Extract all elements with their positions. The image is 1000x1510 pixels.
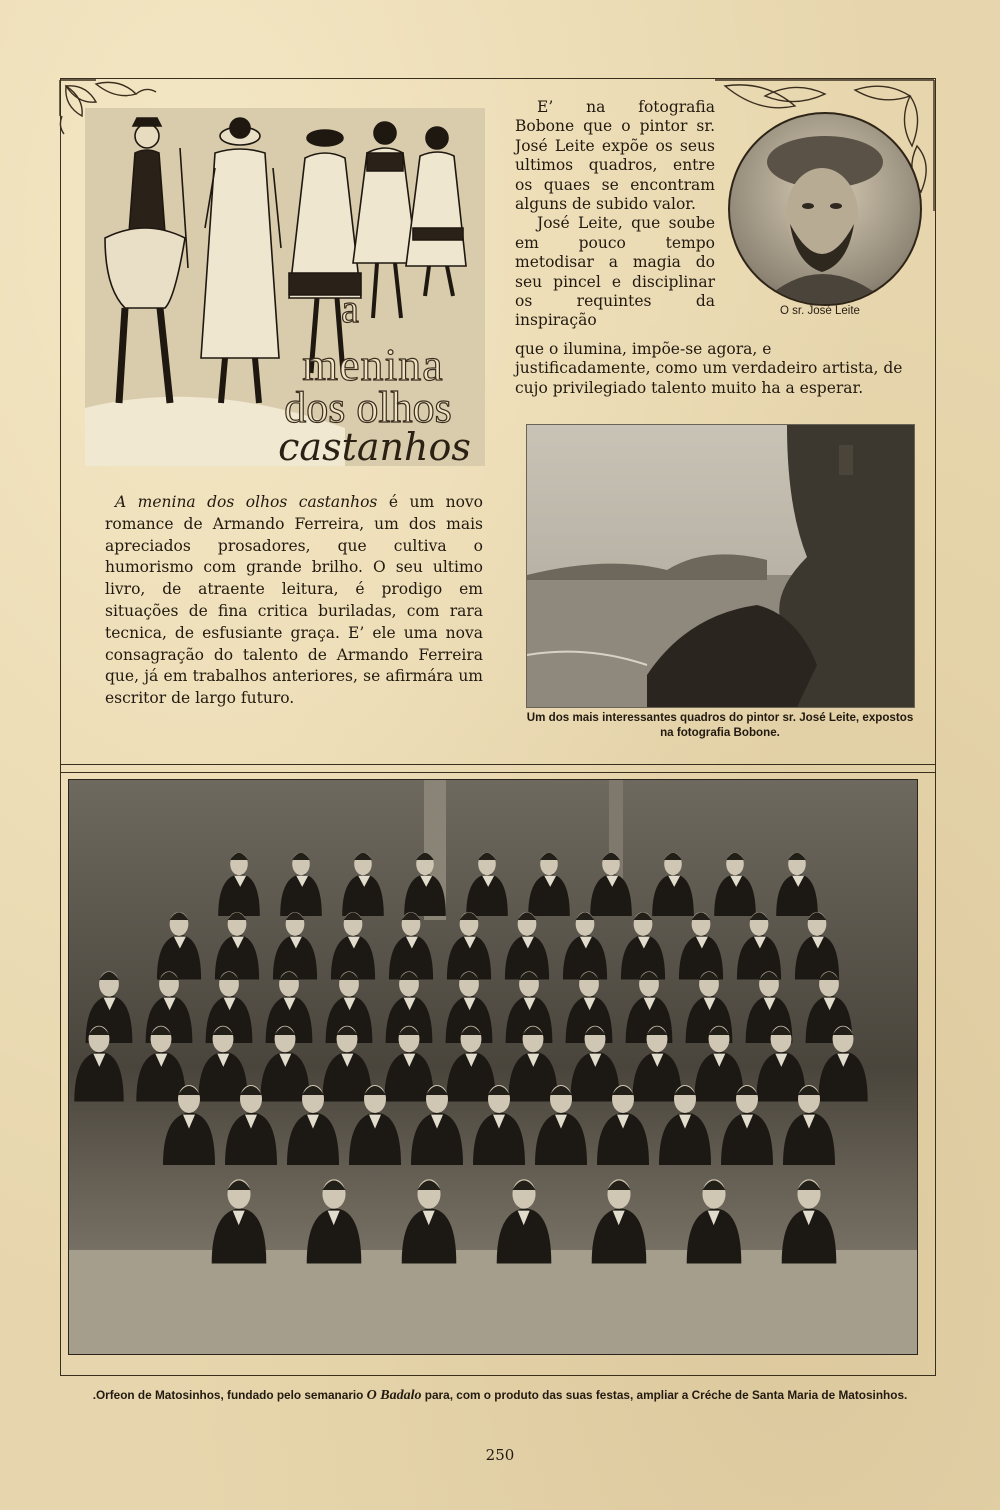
section-divider-top <box>60 764 936 765</box>
group-photo-caption <box>50 1388 950 1403</box>
article-jose-leite-paragraph-2-top: José Leite, que soube em pouco tempo metodisar a magia do seu pincel e disciplinar os requintes da inspiração <box>515 214 715 330</box>
seascape-painting-photo <box>526 424 915 708</box>
portrait-photo-jose-leite <box>728 112 922 306</box>
painting-caption: Um dos mais interessantes quadros do pintor sr. José Leite, expostos na fotografia Bobone. <box>526 711 914 739</box>
article-menina-paragraph <box>105 492 483 710</box>
article-menina-dos-olhos-castanhos <box>105 492 483 710</box>
orfeon-group-photo <box>68 779 918 1355</box>
seascape-scene <box>527 425 914 707</box>
book-title-italic: A menina dos olhos castanhos <box>115 493 378 511</box>
portrait-figure <box>730 114 920 304</box>
group-caption-part-1: .Orfeon de Matosinhos, fundado pelo semanario <box>92 1388 367 1402</box>
cover-title-dos-olhos: dos olhos <box>284 383 452 432</box>
cover-title-castanhos: castanhos <box>278 425 471 469</box>
cover-title-menina: menina <box>302 339 444 390</box>
group-caption-newspaper-title: O Badalo <box>366 1388 422 1403</box>
article-jose-leite-paragraph-1: E’ na fotografia Bobone que o pintor sr. José Leite expõe os seus ultimos quadros, entre os quaes se encontram alguns de subido valor. <box>515 98 715 214</box>
portrait-caption: O sr. José Leite <box>780 305 860 317</box>
page-number: 250 <box>485 1446 515 1464</box>
article-menina-body: é um novo romance de Armando Ferreira, um dos mais apreciados prosadores, que cultiva o humorismo com grande brilho. O seu ultimo livro, de atraente leitura, é prodigo em situações de fina critica buriladas, com rara tecnica, de esfusiante graça. E’ ele uma nova consagração do talento de Armando Ferreira que, já em trabalhos anteriores, se afirmára um escritor de largo futuro. <box>105 493 483 708</box>
group-caption-part-2: para, com o produto das suas festas, ampliar a Créche de Santa Maria de Matosinhos. <box>421 1388 908 1402</box>
article-jose-leite-column <box>515 98 715 331</box>
section-divider-bottom <box>60 772 936 773</box>
cover-title-a: a <box>341 286 359 331</box>
article-jose-leite-paragraph-2-bottom: que o ilumina, impõe-se agora, e justificadamente, como um verdadeiro artista, de cujo privilegiado talento muito ha a esperar. <box>515 340 903 397</box>
group-photo-scene <box>69 780 917 1354</box>
